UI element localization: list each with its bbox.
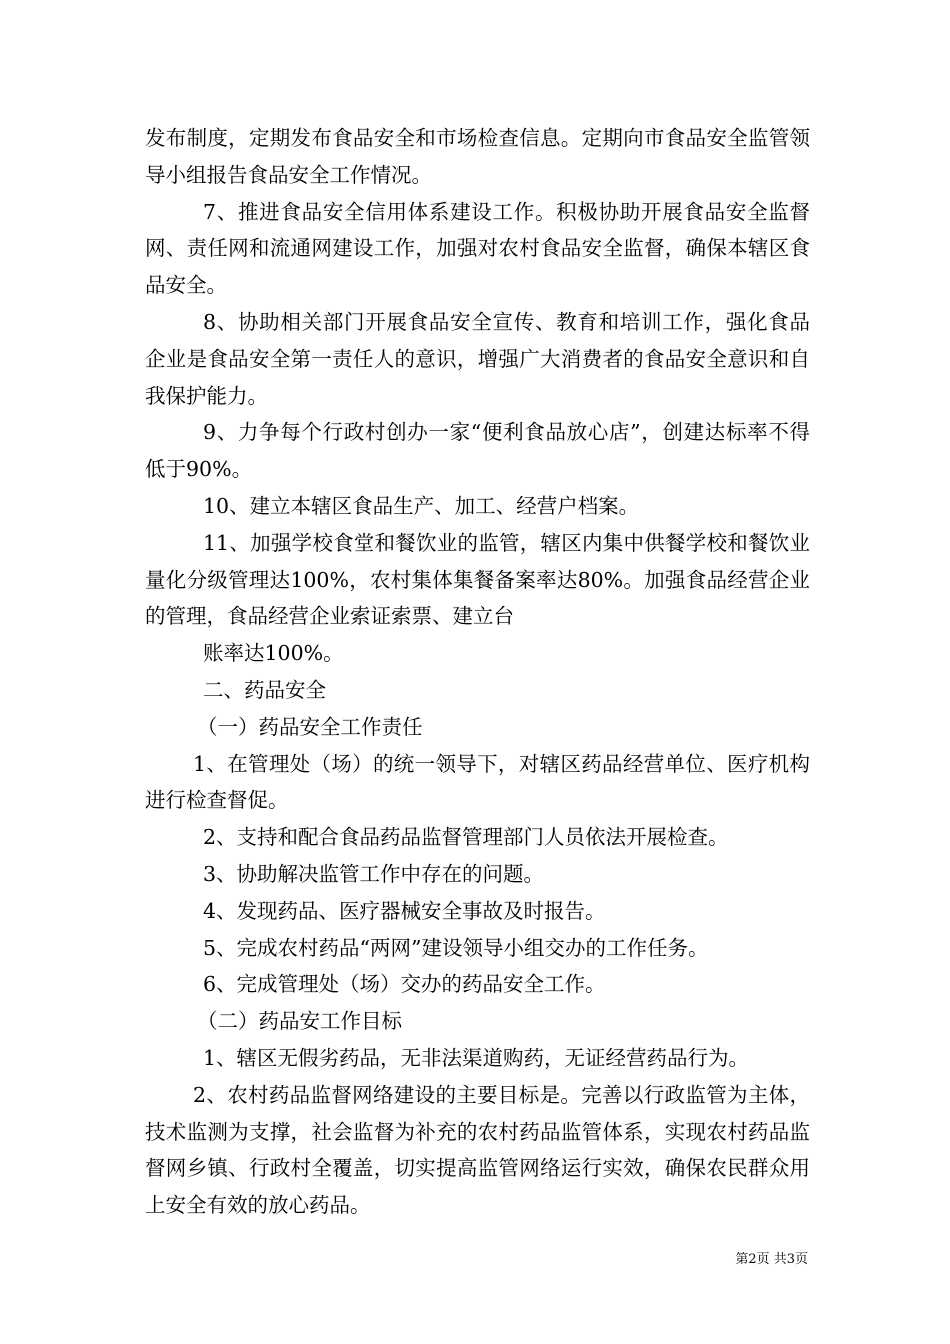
subsection-heading-goals: （二）药品安工作目标 <box>197 1009 402 1034</box>
paragraph-drug-item-4: 4、发现药品、医疗器械安全事故及时报告。 <box>203 898 606 923</box>
paragraph-goal-item-1: 1、辖区无假劣药品，无非法渠道购药，无证经营药品行为。 <box>203 1045 750 1070</box>
paragraph-item-11-continued: 账率达100%。 <box>203 641 344 666</box>
subsection-heading-responsibility: （一）药品安全工作责任 <box>197 714 423 739</box>
paragraph-1: 发布制度，定期发布食品安全和市场检查信息。定期向市食品安全监管领导小组报告食品安全工作情况。 <box>145 126 810 187</box>
paragraph-goal-item-2: 2、农村药品监督网络建设的主要目标是。完善以行政监管为主体，技术监测为支撑，社会监督为补充的农村药品监管体系，实现农村药品监督网乡镇、行政村全覆盖，切实提高监管网络运行实效，确保农民群众用上安全有效的放心药品。 <box>145 1082 810 1218</box>
paragraph-drug-item-1: 1、在管理处（场）的统一领导下，对辖区药品经营单位、医疗机构进行检查督促。 <box>145 751 810 813</box>
paragraph-item-10: 10、建立本辖区食品生产、加工、经营户档案。 <box>203 493 640 518</box>
paragraph-drug-item-3: 3、协助解决监管工作中存在的问题。 <box>203 861 545 886</box>
paragraph-item-8: 8、协助相关部门开展食品安全宣传、教育和培训工作，强化食品企业是食品安全第一责任人的意识，增强广大消费者的食品安全意识和自我保护能力。 <box>145 309 810 408</box>
paragraph-drug-item-2: 2、支持和配合食品药品监督管理部门人员依法开展检查。 <box>203 825 729 850</box>
paragraph-item-7: 7、推进食品安全信用体系建设工作。积极协助开展食品安全监督网、责任网和流通网建设工作，加强对农村食品安全监督，确保本辖区食品安全。 <box>145 199 810 298</box>
paragraph-item-9: 9、力争每个行政村创办一家“便利食品放心店”，创建达标率不得低于90%。 <box>145 420 810 482</box>
page-number-footer: 第2页 共3页 <box>735 1252 808 1267</box>
paragraph-drug-item-6: 6、完成管理处（场）交办的药品安全工作。 <box>203 972 606 997</box>
paragraph-drug-item-5: 5、完成农村药品“两网”建设领导小组交办的工作任务。 <box>203 935 709 960</box>
paragraph-item-11: 11、加强学校食堂和餐饮业的监管，辖区内集中供餐学校和餐饮业量化分级管理达100%，农村集体集餐备案率达80%。加强食品经营企业的管理，食品经营企业索证索票、建立台 <box>145 530 810 629</box>
document-body <box>145 120 810 1224</box>
section-heading-drug-safety: 二、药品安全 <box>203 677 326 702</box>
